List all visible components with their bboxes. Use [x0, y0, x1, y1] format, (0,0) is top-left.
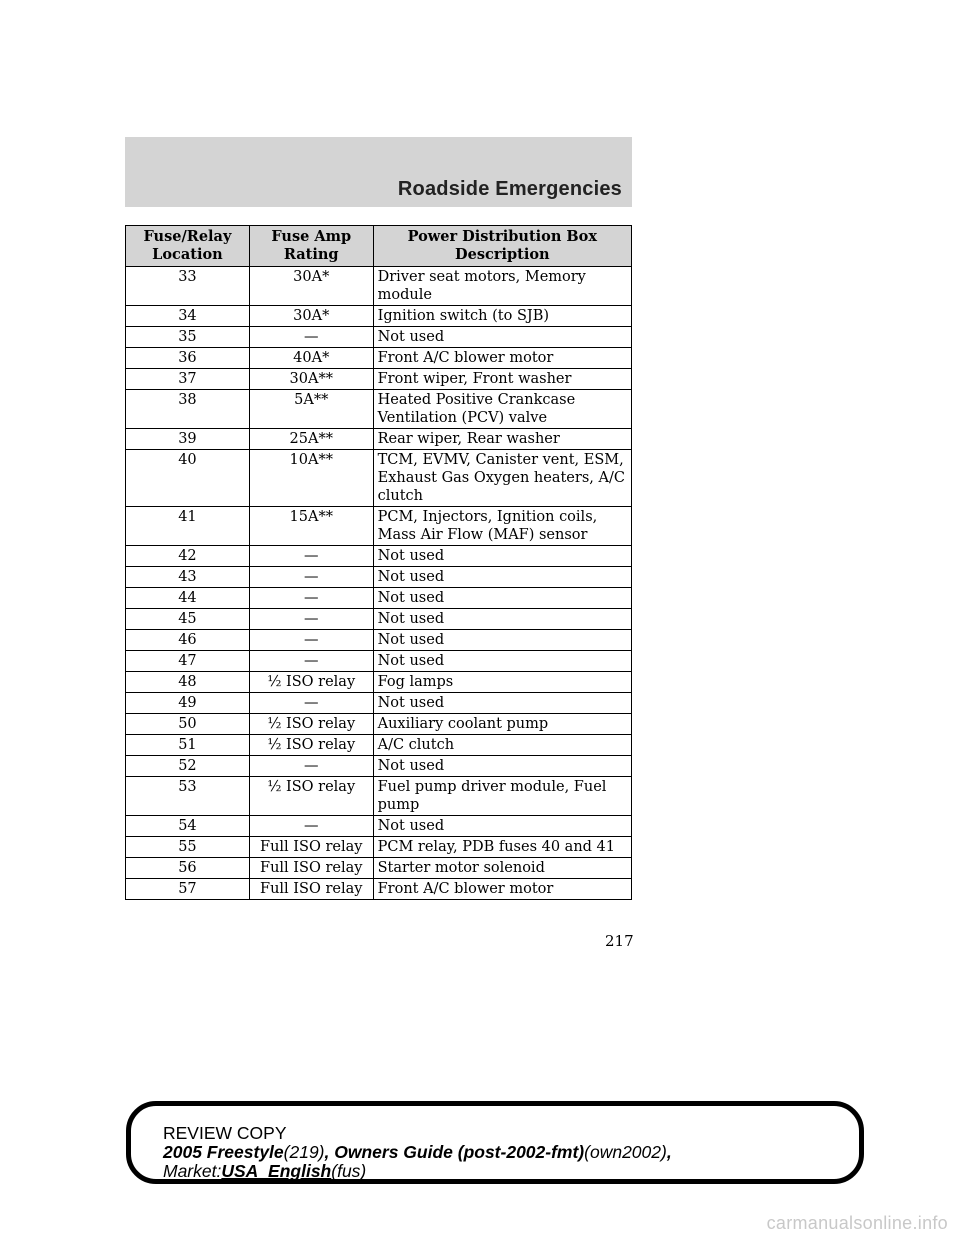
table-row: [126, 837, 632, 858]
table-row: [126, 879, 632, 900]
description-cell: Driver seat motors, Memory module: [373, 267, 631, 306]
location-cell: 44: [126, 588, 250, 609]
table-row: [126, 390, 632, 429]
table-row: [126, 429, 632, 450]
description-cell: Not used: [373, 756, 631, 777]
rating-cell: ½ ISO relay: [249, 714, 373, 735]
location-cell: 34: [126, 306, 250, 327]
review-trailing-comma: ,: [666, 1142, 672, 1162]
rating-cell: —: [249, 630, 373, 651]
section-title: Roadside Emergencies: [397, 178, 622, 200]
review-copy-text: [163, 1124, 672, 1181]
table-row: [126, 630, 632, 651]
review-model: 2005 Freestyle: [163, 1142, 284, 1162]
table-row: [126, 777, 632, 816]
location-cell: 40: [126, 450, 250, 507]
description-cell: PCM relay, PDB fuses 40 and 41: [373, 837, 631, 858]
description-cell: Not used: [373, 609, 631, 630]
description-cell: Not used: [373, 693, 631, 714]
review-market-code: (fus): [331, 1161, 367, 1181]
rating-cell: —: [249, 588, 373, 609]
review-market: USA_English: [221, 1161, 332, 1181]
location-cell: 53: [126, 777, 250, 816]
description-cell: TCM, EVMV, Canister vent, ESM, Exhaust Gas Oxygen heaters, A/C clutch: [373, 450, 631, 507]
table-row: [126, 348, 632, 369]
table-row: [126, 567, 632, 588]
location-cell: 50: [126, 714, 250, 735]
rating-cell: Full ISO relay: [249, 837, 373, 858]
rating-cell: 15A**: [249, 507, 373, 546]
rating-cell: ½ ISO relay: [249, 735, 373, 756]
table-body: [126, 267, 632, 900]
rating-cell: —: [249, 756, 373, 777]
rating-cell: —: [249, 327, 373, 348]
table-row: [126, 693, 632, 714]
description-cell: PCM, Injectors, Ignition coils, Mass Air Flow (MAF) sensor: [373, 507, 631, 546]
description-cell: Fuel pump driver module, Fuel pump: [373, 777, 631, 816]
description-cell: Rear wiper, Rear washer: [373, 429, 631, 450]
description-cell: Auxiliary coolant pump: [373, 714, 631, 735]
description-cell: Not used: [373, 630, 631, 651]
description-cell: Front wiper, Front washer: [373, 369, 631, 390]
description-cell: Front A/C blower motor: [373, 348, 631, 369]
table-row: [126, 588, 632, 609]
location-cell: 41: [126, 507, 250, 546]
description-cell: Ignition switch (to SJB): [373, 306, 631, 327]
rating-cell: —: [249, 546, 373, 567]
rating-cell: —: [249, 567, 373, 588]
location-cell: 46: [126, 630, 250, 651]
location-cell: 42: [126, 546, 250, 567]
location-cell: 52: [126, 756, 250, 777]
table-header-row: [126, 226, 632, 267]
table-row: [126, 756, 632, 777]
description-cell: A/C clutch: [373, 735, 631, 756]
rating-cell: —: [249, 651, 373, 672]
table-row: [126, 672, 632, 693]
rating-cell: —: [249, 609, 373, 630]
review-copy-label: REVIEW COPY: [163, 1123, 287, 1143]
rating-cell: 25A**: [249, 429, 373, 450]
location-cell: 37: [126, 369, 250, 390]
table-row: [126, 858, 632, 879]
location-cell: 33: [126, 267, 250, 306]
description-cell: Not used: [373, 546, 631, 567]
description-cell: Not used: [373, 327, 631, 348]
location-cell: 56: [126, 858, 250, 879]
column-header-description: Power Distribution Box Description: [373, 226, 631, 267]
rating-cell: 30A**: [249, 369, 373, 390]
rating-cell: 30A*: [249, 267, 373, 306]
description-cell: Heated Positive Crankcase Ventilation (PCV) valve: [373, 390, 631, 429]
rating-cell: —: [249, 693, 373, 714]
rating-cell: 40A*: [249, 348, 373, 369]
review-model-code: (219): [283, 1142, 325, 1162]
location-cell: 43: [126, 567, 250, 588]
review-guide-code: (own2002): [584, 1142, 667, 1162]
section-header-band: [125, 137, 632, 207]
location-cell: 54: [126, 816, 250, 837]
table-row: [126, 369, 632, 390]
page-number: 217: [605, 932, 634, 950]
description-cell: Not used: [373, 567, 631, 588]
table-row: [126, 609, 632, 630]
description-cell: Front A/C blower motor: [373, 879, 631, 900]
table-row: [126, 327, 632, 348]
description-cell: Fog lamps: [373, 672, 631, 693]
description-cell: Not used: [373, 588, 631, 609]
location-cell: 47: [126, 651, 250, 672]
table-row: [126, 306, 632, 327]
location-cell: 57: [126, 879, 250, 900]
column-header-location: Fuse/Relay Location: [126, 226, 250, 267]
rating-cell: Full ISO relay: [249, 858, 373, 879]
location-cell: 36: [126, 348, 250, 369]
location-cell: 49: [126, 693, 250, 714]
review-copy-document-line: [163, 1143, 672, 1162]
rating-cell: ½ ISO relay: [249, 777, 373, 816]
rating-cell: 30A*: [249, 306, 373, 327]
column-header-rating: Fuse Amp Rating: [249, 226, 373, 267]
location-cell: 38: [126, 390, 250, 429]
rating-cell: 10A**: [249, 450, 373, 507]
rating-cell: ½ ISO relay: [249, 672, 373, 693]
table-row: [126, 735, 632, 756]
location-cell: 51: [126, 735, 250, 756]
location-cell: 39: [126, 429, 250, 450]
rating-cell: 5A**: [249, 390, 373, 429]
description-cell: Not used: [373, 651, 631, 672]
table-row: [126, 546, 632, 567]
location-cell: 45: [126, 609, 250, 630]
table-row: [126, 816, 632, 837]
fuse-table: [125, 225, 632, 900]
table-row: [126, 267, 632, 306]
location-cell: 55: [126, 837, 250, 858]
review-guide: , Owners Guide (post-2002-fmt): [324, 1142, 585, 1162]
description-cell: Starter motor solenoid: [373, 858, 631, 879]
table-row: [126, 651, 632, 672]
location-cell: 48: [126, 672, 250, 693]
review-copy-market-line: [163, 1162, 672, 1181]
table-row: [126, 714, 632, 735]
rating-cell: Full ISO relay: [249, 879, 373, 900]
review-market-label: Market:: [163, 1161, 222, 1181]
watermark: carmanualsonline.info: [766, 1213, 948, 1233]
table-row: [126, 450, 632, 507]
location-cell: 35: [126, 327, 250, 348]
description-cell: Not used: [373, 816, 631, 837]
table-row: [126, 507, 632, 546]
rating-cell: —: [249, 816, 373, 837]
